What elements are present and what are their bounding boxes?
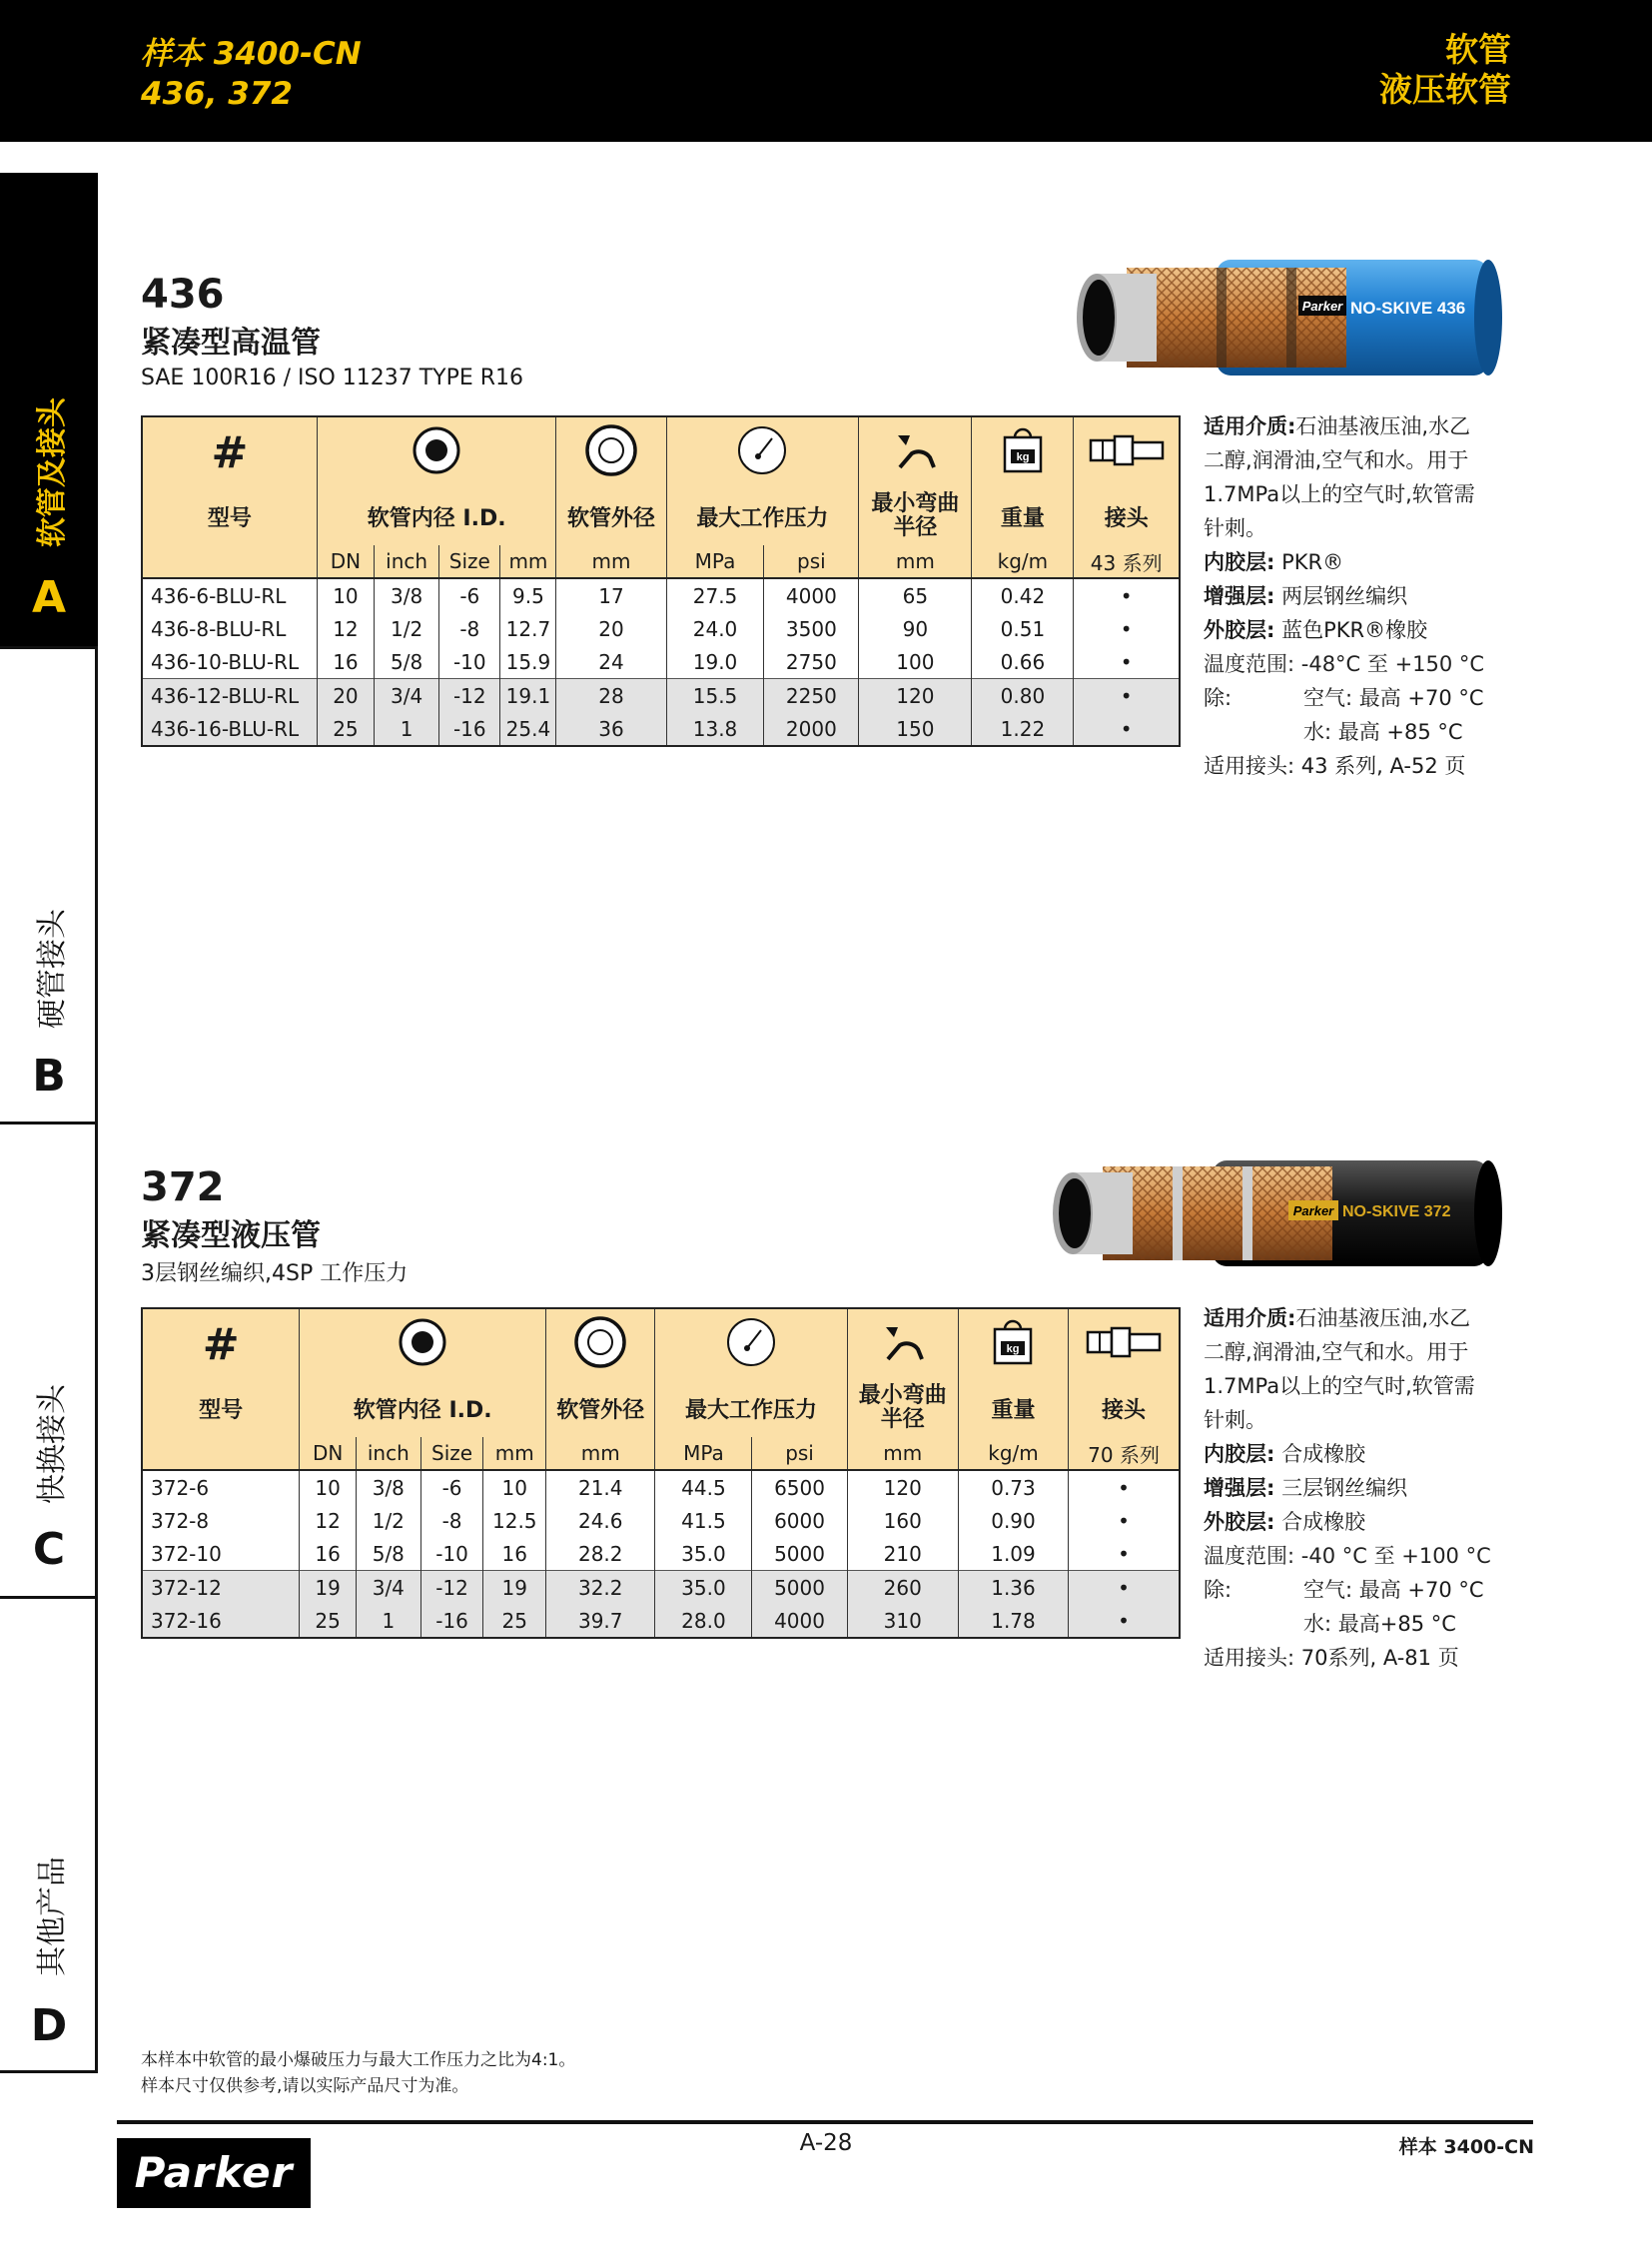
table-cell: 3500	[764, 612, 859, 645]
section-category: 软管	[1445, 30, 1511, 69]
unit-kgm: kg/m	[958, 1437, 1068, 1470]
table-row	[142, 1571, 1180, 1605]
reinforcement-text: 三层钢丝编织	[1281, 1476, 1408, 1500]
footnote	[141, 2047, 575, 2099]
table-cell: 4000	[764, 578, 859, 612]
table-row	[142, 679, 1180, 713]
table-cell: 19.0	[666, 645, 764, 679]
table-cell: 0.90	[958, 1504, 1068, 1537]
media-text-line4: 针刺。	[1204, 516, 1266, 540]
fitting-icon-cell	[1074, 416, 1180, 487]
unit-od-mm: mm	[546, 1437, 655, 1470]
hose-print-text: NO-SKIVE 372	[1342, 1203, 1451, 1220]
unit-mpa: MPa	[666, 545, 764, 578]
table-cell: 13.8	[666, 712, 764, 746]
header-max-pressure: 最大工作压力	[666, 487, 859, 545]
table-cell: 1	[356, 1604, 420, 1638]
table-cell: 10	[300, 1470, 357, 1504]
table-cell: -12	[420, 1571, 483, 1605]
header-inner-diameter: 软管内径 I.D.	[300, 1379, 546, 1437]
table-cell: 9.5	[500, 578, 556, 612]
table-cell: 19	[483, 1571, 546, 1605]
media-label: 适用介质:	[1204, 414, 1296, 438]
header-weight: 重量	[958, 1379, 1068, 1437]
table-cell: 35.0	[655, 1571, 752, 1605]
table-cell: •	[1069, 1504, 1180, 1537]
table-cell: 36	[556, 712, 666, 746]
section-subcategory: 液压软管	[1379, 70, 1511, 109]
od-icon-cell	[546, 1308, 655, 1379]
fitting-icon	[1087, 430, 1167, 470]
except-label: 除:	[1204, 1578, 1233, 1602]
outer-diameter-icon	[573, 1315, 627, 1369]
table-cell: •	[1069, 1470, 1180, 1504]
table-row	[142, 1604, 1180, 1638]
header-weight: 重量	[972, 487, 1074, 545]
unit-size: Size	[420, 1437, 483, 1470]
inner-diameter-icon	[398, 1317, 447, 1367]
header-bend-radius: 最小弯曲半径	[847, 1379, 958, 1437]
table-row	[142, 1504, 1180, 1537]
unit-bend-mm: mm	[859, 545, 972, 578]
water-limit: 水: 最高 +85 °C	[1303, 720, 1463, 744]
table-cell: 260	[847, 1571, 958, 1605]
table-cell: -12	[439, 679, 500, 713]
bend-radius-icon	[880, 1319, 926, 1365]
unit-inch: inch	[374, 545, 438, 578]
table-cell: -6	[420, 1470, 483, 1504]
spec-table-436	[141, 415, 1181, 747]
side-tab-letter: B	[32, 1051, 66, 1102]
header-fitting: 接头	[1074, 487, 1180, 545]
media-text-line1: 石油基液压油,水乙	[1295, 414, 1471, 438]
svg-text:kg: kg	[1007, 1342, 1020, 1355]
model-cell: 436-16-BLU-RL	[142, 712, 317, 746]
hose-print-text: NO-SKIVE 436	[1350, 299, 1466, 318]
table-cell: 25	[300, 1604, 357, 1638]
table-cell: 1.09	[958, 1537, 1068, 1571]
water-limit: 水: 最高+85 °C	[1303, 1612, 1456, 1636]
parker-logo: Parker	[117, 2138, 311, 2208]
table-cell: 16	[317, 645, 374, 679]
unit-psi: psi	[764, 545, 859, 578]
outer-layer-label: 外胶层:	[1204, 1510, 1275, 1534]
table-row	[142, 1537, 1180, 1571]
id-icon-cell	[317, 416, 556, 487]
table-cell: 90	[859, 612, 972, 645]
product-name: 紧凑型高温管	[141, 326, 321, 361]
table-cell: 2000	[764, 712, 859, 746]
unit-bend-mm: mm	[847, 1437, 958, 1470]
model-cell: 372-12	[142, 1571, 300, 1605]
media-text-line2: 二醇,润滑油,空气和水。用于	[1204, 448, 1469, 472]
product-standard: SAE 100R16 / ISO 11237 TYPE R16	[141, 366, 524, 390]
table-cell: 1.78	[958, 1604, 1068, 1638]
header-model: 型号	[142, 487, 317, 545]
table-cell: 10	[483, 1470, 546, 1504]
table-cell: 150	[859, 712, 972, 746]
model-cell: 372-10	[142, 1537, 300, 1571]
side-tab-label: 其他产品	[35, 1857, 70, 1976]
table-cell: 16	[300, 1537, 357, 1571]
table-cell: •	[1074, 712, 1180, 746]
temperature-range: 温度范围: -48°C 至 +150 °C	[1204, 652, 1485, 676]
table-cell: 12	[300, 1504, 357, 1537]
table-cell: •	[1074, 612, 1180, 645]
media-text-line1: 石油基液压油,水乙	[1295, 1306, 1471, 1330]
catalog-title	[141, 34, 362, 114]
media-text-line2: 二醇,润滑油,空气和水。用于	[1204, 1340, 1469, 1364]
table-cell: 25	[483, 1604, 546, 1638]
pressure-gauge-icon	[736, 424, 788, 476]
table-cell: •	[1074, 578, 1180, 612]
model-cell: 372-16	[142, 1604, 300, 1638]
table-cell: 3/8	[356, 1470, 420, 1504]
weight-icon-cell	[972, 416, 1074, 487]
side-tab-label: 软管及接头	[35, 397, 70, 547]
table-cell: 10	[317, 578, 374, 612]
model-cell: 436-10-BLU-RL	[142, 645, 317, 679]
table-cell: 28.0	[655, 1604, 752, 1638]
table-cell: -10	[439, 645, 500, 679]
table-cell: 32.2	[546, 1571, 655, 1605]
table-cell: 15.5	[666, 679, 764, 713]
table-cell: 65	[859, 578, 972, 612]
header-outer-diameter: 软管外径	[546, 1379, 655, 1437]
model-cell: 436-6-BLU-RL	[142, 578, 317, 612]
table-cell: •	[1074, 645, 1180, 679]
table-cell: -16	[420, 1604, 483, 1638]
table-row	[142, 1470, 1180, 1504]
table-cell: 3/4	[374, 679, 438, 713]
inner-layer-label: 内胶层:	[1204, 1442, 1275, 1466]
header-hash	[142, 416, 317, 487]
fitting-reference: 适用接头: 70系列, A-81 页	[1204, 1646, 1459, 1670]
fitting-icon	[1084, 1322, 1164, 1362]
bend-radius-icon	[892, 427, 938, 473]
unit-blank	[142, 545, 317, 578]
table-cell: 1/2	[356, 1504, 420, 1537]
media-text-line3: 1.7MPa以上的空气时,软管需	[1204, 1374, 1475, 1398]
hose-436-image	[1067, 248, 1508, 387]
outer-layer-text: 蓝色PKR®橡胶	[1281, 618, 1428, 642]
header-outer-diameter: 软管外径	[556, 487, 666, 545]
footer-divider	[117, 2120, 1533, 2124]
table-cell: 19.1	[500, 679, 556, 713]
model-cell: 372-8	[142, 1504, 300, 1537]
spec-table-372	[141, 1307, 1181, 1639]
hose-brand-text: Parker	[1292, 1203, 1334, 1218]
table-cell: 25	[317, 712, 374, 746]
unit-psi: psi	[752, 1437, 847, 1470]
table-row	[142, 612, 1180, 645]
pressure-gauge-icon	[725, 1316, 777, 1368]
header-bend-radius: 最小弯曲半径	[859, 487, 972, 545]
table-cell: 120	[859, 679, 972, 713]
table-cell: •	[1069, 1604, 1180, 1638]
unit-series: 70 系列	[1069, 1437, 1180, 1470]
table-cell: 1/2	[374, 612, 438, 645]
weight-kg-icon	[1001, 425, 1045, 475]
reinforcement-label: 增强层:	[1204, 584, 1275, 608]
bend-icon-cell	[859, 416, 972, 487]
table-cell: 12.7	[500, 612, 556, 645]
table-cell: 44.5	[655, 1470, 752, 1504]
table-cell: 6500	[752, 1470, 847, 1504]
page-number: A-28	[799, 2130, 853, 2156]
inner-layer-text: 合成橡胶	[1281, 1442, 1366, 1466]
unit-dn: DN	[300, 1437, 357, 1470]
spec-notes-372	[1204, 1301, 1523, 1675]
table-cell: 0.42	[972, 578, 1074, 612]
footnote-burst-ratio: 本样本中软管的最小爆破压力与最大工作压力之比为4:1。	[141, 2050, 576, 2070]
side-tab-c[interactable]	[0, 1125, 98, 1599]
unit-inch: inch	[356, 1437, 420, 1470]
weight-icon-cell	[958, 1308, 1068, 1379]
outer-layer-text: 合成橡胶	[1281, 1510, 1366, 1534]
spec-notes-436	[1204, 409, 1523, 783]
table-cell: 0.80	[972, 679, 1074, 713]
weight-kg-icon	[991, 1317, 1035, 1367]
table-cell: 28.2	[546, 1537, 655, 1571]
header-max-pressure: 最大工作压力	[655, 1379, 847, 1437]
table-cell: 1.22	[972, 712, 1074, 746]
table-cell: 6000	[752, 1504, 847, 1537]
model-cell: 372-6	[142, 1470, 300, 1504]
table-cell: 41.5	[655, 1504, 752, 1537]
inner-diameter-icon	[412, 425, 461, 475]
table-cell: 20	[317, 679, 374, 713]
table-cell: 21.4	[546, 1470, 655, 1504]
product-number: 436	[141, 272, 225, 318]
side-tab-letter: A	[31, 572, 67, 623]
outer-diameter-icon	[584, 423, 638, 477]
media-label: 适用介质:	[1204, 1306, 1296, 1330]
header-model: 型号	[142, 1379, 300, 1437]
table-cell: 2750	[764, 645, 859, 679]
table-cell: 24	[556, 645, 666, 679]
table-cell: 0.73	[958, 1470, 1068, 1504]
inner-layer-label: 内胶层:	[1204, 550, 1275, 574]
outer-layer-label: 外胶层:	[1204, 618, 1275, 642]
model-cell: 436-12-BLU-RL	[142, 679, 317, 713]
header-inner-diameter: 软管内径 I.D.	[317, 487, 556, 545]
unit-size: Size	[439, 545, 500, 578]
product-number: 372	[141, 1164, 225, 1210]
table-row	[142, 578, 1180, 612]
hash-icon: #	[211, 426, 249, 478]
unit-mm: mm	[483, 1437, 546, 1470]
reinforcement-text: 两层钢丝编织	[1281, 584, 1408, 608]
table-cell: 12.5	[483, 1504, 546, 1537]
table-cell: 100	[859, 645, 972, 679]
table-cell: -8	[420, 1504, 483, 1537]
side-tab-letter: C	[32, 1524, 66, 1575]
table-cell: 24.0	[666, 612, 764, 645]
table-cell: 310	[847, 1604, 958, 1638]
side-tab-letter: D	[30, 2000, 68, 2051]
catalog-number: 样本 3400-CN	[141, 36, 362, 72]
table-cell: -6	[439, 578, 500, 612]
unit-kgm: kg/m	[972, 545, 1074, 578]
pressure-icon-cell	[666, 416, 859, 487]
svg-text:kg: kg	[1016, 450, 1030, 463]
table-cell: -10	[420, 1537, 483, 1571]
od-icon-cell	[556, 416, 666, 487]
table-cell: 1	[374, 712, 438, 746]
unit-series: 43 系列	[1074, 545, 1180, 578]
hash-icon: #	[202, 1318, 240, 1370]
header-bar	[0, 0, 1652, 142]
catalog-reference: 样本 3400-CN	[1398, 2136, 1534, 2158]
table-cell: 28	[556, 679, 666, 713]
product-name: 紧凑型液压管	[141, 1218, 321, 1253]
table-cell: 15.9	[500, 645, 556, 679]
side-tab-b[interactable]	[0, 649, 98, 1125]
inner-layer-text: PKR®	[1281, 550, 1344, 574]
unit-blank	[142, 1437, 300, 1470]
header-hash	[142, 1308, 300, 1379]
unit-dn: DN	[317, 545, 374, 578]
air-limit: 空气: 最高 +70 °C	[1303, 1578, 1484, 1602]
hose-brand-text: Parker	[1301, 299, 1343, 314]
temperature-range: 温度范围: -40 °C 至 +100 °C	[1204, 1544, 1491, 1568]
fitting-reference: 适用接头: 43 系列, A-52 页	[1204, 754, 1466, 778]
table-cell: -8	[439, 612, 500, 645]
side-tab-d[interactable]	[0, 1599, 98, 2073]
except-label: 除:	[1204, 686, 1233, 710]
table-cell: •	[1069, 1537, 1180, 1571]
table-cell: 19	[300, 1571, 357, 1605]
table-cell: 5000	[752, 1537, 847, 1571]
table-cell: 160	[847, 1504, 958, 1537]
table-cell: 5000	[752, 1571, 847, 1605]
catalog-products: 436, 372	[141, 76, 293, 112]
table-cell: 3/4	[356, 1571, 420, 1605]
table-cell: 12	[317, 612, 374, 645]
table-cell: 0.51	[972, 612, 1074, 645]
product-standard: 3层钢丝编织,4SP 工作压力	[141, 1261, 409, 1286]
table-cell: •	[1069, 1571, 1180, 1605]
table-cell: 25.4	[500, 712, 556, 746]
table-cell: 2250	[764, 679, 859, 713]
table-cell: 210	[847, 1537, 958, 1571]
table-cell: 27.5	[666, 578, 764, 612]
bend-icon-cell	[847, 1308, 958, 1379]
table-row	[142, 645, 1180, 679]
footnote-dimensions: 样本尺寸仅供参考,请以实际产品尺寸为准。	[141, 2076, 469, 2096]
unit-od-mm: mm	[556, 545, 666, 578]
table-cell: •	[1074, 679, 1180, 713]
table-cell: -16	[439, 712, 500, 746]
table-cell: 20	[556, 612, 666, 645]
table-cell: 5/8	[374, 645, 438, 679]
side-tab-label: 硬管接头	[35, 909, 70, 1029]
table-cell: 16	[483, 1537, 546, 1571]
table-cell: 0.66	[972, 645, 1074, 679]
table-cell: 4000	[752, 1604, 847, 1638]
table-cell: 1.36	[958, 1571, 1068, 1605]
air-limit: 空气: 最高 +70 °C	[1303, 686, 1484, 710]
table-cell: 39.7	[546, 1604, 655, 1638]
table-cell: 35.0	[655, 1537, 752, 1571]
table-row	[142, 712, 1180, 746]
id-icon-cell	[300, 1308, 546, 1379]
unit-mpa: MPa	[655, 1437, 752, 1470]
table-cell: 5/8	[356, 1537, 420, 1571]
hose-372-image	[1043, 1148, 1508, 1278]
side-tab-a[interactable]	[0, 173, 98, 649]
media-text-line3: 1.7MPa以上的空气时,软管需	[1204, 482, 1475, 506]
side-tab-label: 快换接头	[35, 1384, 70, 1504]
section-title	[1379, 30, 1511, 110]
unit-mm: mm	[500, 545, 556, 578]
model-cell: 436-8-BLU-RL	[142, 612, 317, 645]
media-text-line4: 针刺。	[1204, 1408, 1266, 1432]
table-cell: 3/8	[374, 578, 438, 612]
table-cell: 17	[556, 578, 666, 612]
header-fitting: 接头	[1069, 1379, 1180, 1437]
table-cell: 24.6	[546, 1504, 655, 1537]
table-cell: 120	[847, 1470, 958, 1504]
reinforcement-label: 增强层:	[1204, 1476, 1275, 1500]
fitting-icon-cell	[1069, 1308, 1180, 1379]
pressure-icon-cell	[655, 1308, 847, 1379]
